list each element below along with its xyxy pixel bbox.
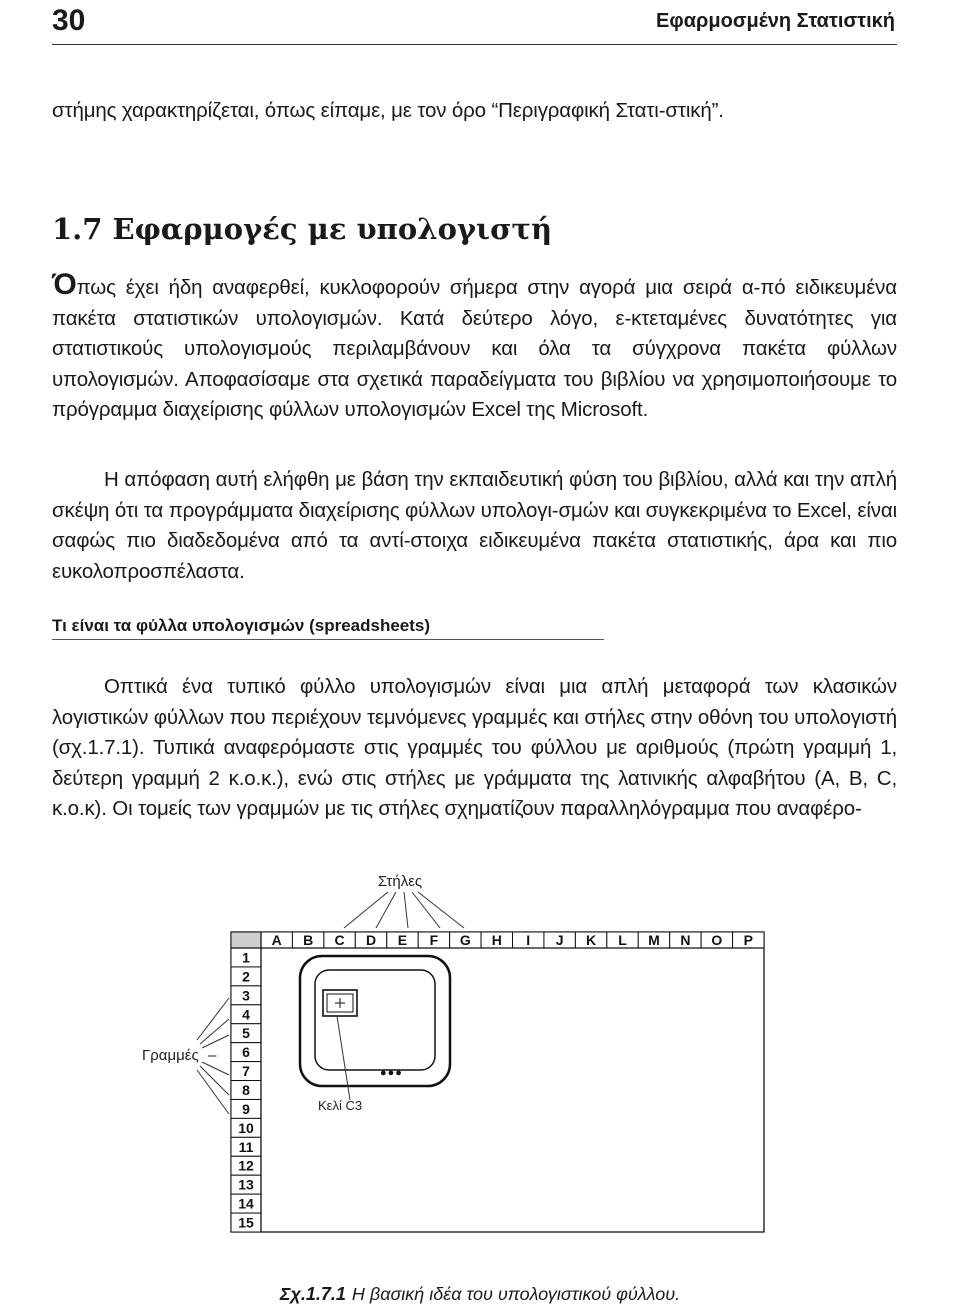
- column-header-n: N: [680, 932, 691, 948]
- row-header-15: 15: [238, 1214, 254, 1231]
- column-header-d: D: [365, 932, 377, 948]
- section-title: 1.7 Εφαρμογές με υπολογιστή: [52, 212, 553, 246]
- column-header-m: M: [648, 932, 660, 948]
- columns-label: Στήλες: [377, 873, 423, 890]
- section-paragraph-2: Η απόφαση αυτή ελήφθη με βάση την εκπαιδευτική φύση του βιβλίου, αλλά και την απλή σκέψη ότι τα προγράμματα διαχείρισης φύλλων υπολογι-σμών και συγκεκριμένα το Excel, είναι σαφώς πιο διαδεδομένα από τα αντί-στοιχα ειδικευμένα πακέτα στατιστικής, άρα και πιο ευκολοπροσπέλαστα.: [52, 468, 897, 583]
- column-header-g: G: [459, 932, 471, 948]
- caption-number: Σχ.1.7.1: [279, 1284, 346, 1304]
- section-paragraph-1-text: πως έχει ήδη αναφερθεί, κυκλοφορούν σήμερα στην αγορά μια σειρά α-πό ειδικευμένα πακέτα στατιστικών υπολογισμών. Κατά δεύτερο λόγο, ε-κτεταμένες δυνατότητες για στατιστικούς υπολογισμούς περιλαμβάνουν και όλα τα σύγχρονα πακέτα φύλλων υπολογισμών. Αποφασίσαμε στα σχετικά παραδείγματα του βιβλίου να χρησιμοποιήσουμε το πρόγραμμα διαχείρισης φύλλων υπολογισμών Excel της Microsoft.: [52, 276, 897, 422]
- book-title: Εφαρμοσμένη Στατιστική: [656, 10, 895, 32]
- row-header-1: 1: [242, 949, 250, 966]
- row-header-9: 9: [242, 1100, 250, 1117]
- column-header-j: J: [555, 932, 564, 948]
- row-header-7: 7: [242, 1063, 250, 1080]
- column-header-h: H: [491, 932, 502, 948]
- spreadsheet-diagram: [0, 870, 960, 1250]
- column-header-c: C: [334, 932, 345, 948]
- page-header: [52, 0, 897, 45]
- row-header-8: 8: [242, 1082, 250, 1098]
- monitor-icon: [300, 956, 450, 1086]
- section-paragraph-1: [52, 270, 897, 426]
- drop-cap: Ό: [52, 268, 77, 301]
- screen-dots: ●●●: [380, 1067, 403, 1079]
- figure-caption: [0, 1284, 960, 1305]
- subsection-title: Τι είναι τα φύλλα υπολογισμών (spreadsheets): [52, 616, 604, 640]
- row-header-14: 14: [238, 1195, 254, 1212]
- corner-cell: [231, 932, 261, 948]
- row-header-5: 5: [242, 1025, 250, 1042]
- row-header-6: 6: [242, 1044, 250, 1061]
- column-headers: [261, 932, 764, 948]
- column-header-k: K: [586, 932, 597, 948]
- row-header-10: 10: [238, 1119, 254, 1136]
- caption-text: Η βασική ιδέα του υπολογιστικού φύλλου.: [351, 1284, 681, 1304]
- page-number: 30: [52, 4, 86, 37]
- row-header-4: 4: [242, 1006, 250, 1023]
- spreadsheet-figure: [0, 870, 960, 1250]
- cell-label: Κελί C3: [318, 1098, 363, 1113]
- column-header-a: A: [271, 932, 282, 948]
- column-header-b: B: [303, 932, 314, 948]
- row-header-2: 2: [242, 968, 250, 985]
- row-header-13: 13: [238, 1176, 254, 1193]
- column-header-i: I: [526, 932, 531, 948]
- rows-label-dash: –: [208, 1047, 217, 1064]
- intro-paragraph: στήμης χαρακτηρίζεται, όπως είπαμε, με τον όρο “Περιγραφική Στατι-στική”.: [52, 99, 724, 122]
- row-header-12: 12: [238, 1157, 254, 1174]
- column-header-e: E: [397, 932, 408, 948]
- column-header-p: P: [743, 932, 753, 948]
- column-header-o: O: [711, 932, 723, 948]
- column-header-f: F: [429, 932, 439, 948]
- column-pointer-lines: [344, 892, 464, 928]
- row-header-3: 3: [242, 987, 250, 1004]
- row-headers: [231, 948, 261, 1232]
- subsection-paragraph: Οπτικά ένα τυπικό φύλλο υπολογισμών είναι μια απλή μεταφορά των κλασικών λογιστικών φύλλων που περιέχουν τεμνόμενες γραμμές και στήλες στην οθόνη του υπολογιστή (σχ.1.7.1). Τυπικά αναφερόμαστε στις γραμμές του φύλλου με αριθμούς (πρώτη γραμμή 1, δεύτερη γραμμή 2 κ.ο.κ.), ενώ στις στήλες με γράμματα της λατινικής αλφαβήτου (A, B, C, κ.ο.κ). Οι τομείς των γραμμών με τις στήλες σχηματίζουν παραλληλόγραμμα που αναφέρο-: [52, 675, 897, 821]
- row-header-11: 11: [238, 1138, 254, 1155]
- rows-label: Γραμμές: [142, 1047, 199, 1064]
- column-header-l: L: [618, 932, 627, 948]
